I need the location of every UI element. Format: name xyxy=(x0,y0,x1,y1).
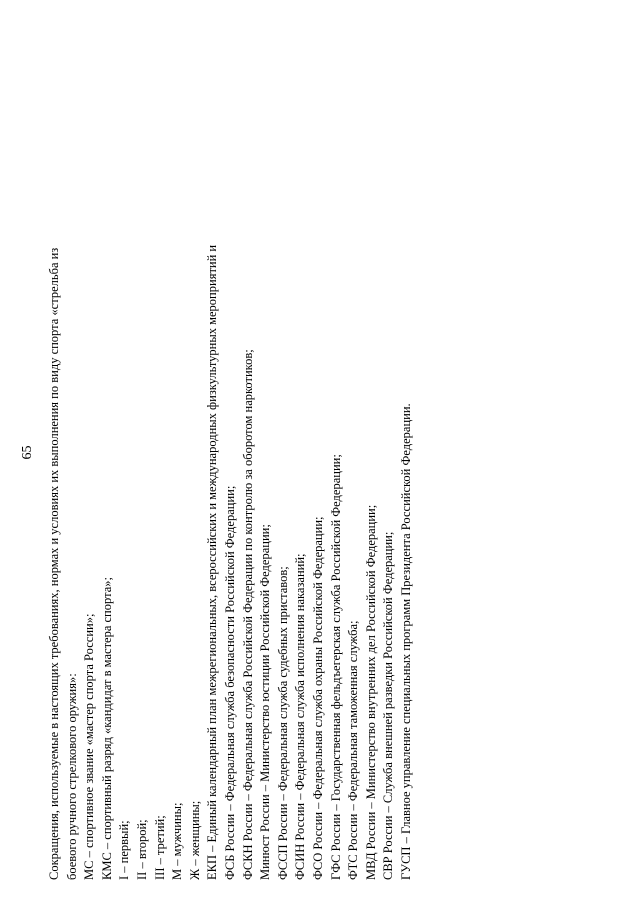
abbreviation-mvd: МВД России – Министерство внутренних дел Российской Федерации; xyxy=(363,504,378,880)
abbreviation-fssp: ФССП России – Федеральная служба судебных приставов; xyxy=(275,566,290,880)
abbreviation-first: I – первый; xyxy=(117,820,132,880)
intro-line: боевого ручного стрелкового оружия»: xyxy=(64,673,79,880)
abbreviation-minyust: Минюст России – Министерство юстиции Российской Федерации; xyxy=(258,524,273,880)
abbreviation-fso: ФСО России – Федеральная служба охраны Российской Федерации; xyxy=(310,516,325,880)
abbreviation-fsin: ФСИН России – Федеральная служба исполнения наказаний; xyxy=(293,553,308,880)
abbreviation-ekp: ЕКП – Единый календарный план межрегиональных, всероссийских и международных физкультурных мероприятий и xyxy=(205,244,220,880)
abbreviation-ms: МС – спортивное звание «мастер спорта России»; xyxy=(82,613,97,880)
abbreviation-fsb: ФСБ России – Федеральная служба безопасности Российской Федерации; xyxy=(222,485,237,880)
abbreviation-second: II – второй; xyxy=(134,819,149,880)
abbreviation-women: Ж – женщины; xyxy=(187,800,202,880)
page-number: 65 xyxy=(20,445,35,460)
abbreviations-block xyxy=(46,20,415,880)
abbreviation-fts: ФТС России – Федеральная таможенная служба; xyxy=(346,620,361,880)
abbreviation-third: III – третий; xyxy=(152,815,167,880)
abbreviation-gfs: ГФС России – Государственная фельдъегерская служба Российской Федерации; xyxy=(328,454,343,880)
intro-line: Сокращения, используемые в настоящих требованиях, нормах и условиях их выполнения по виду спорта «стрельба из xyxy=(47,247,61,880)
abbreviation-svr: СВР России – Служба внешней разведки Российской Федерации; xyxy=(381,531,396,880)
abbreviation-men: М – мужчины; xyxy=(170,802,185,880)
abbreviation-gusp: ГУСП – Главное управление специальных программ Президента Российской Федерации. xyxy=(398,403,413,880)
abbreviation-kms: КМС – спортивный разряд «кандидат в мастера спорта»; xyxy=(99,577,114,880)
abbreviation-fskn: ФСКН России – Федеральная служба Российской Федерации по контролю за оборотом наркотиков; xyxy=(240,349,255,880)
